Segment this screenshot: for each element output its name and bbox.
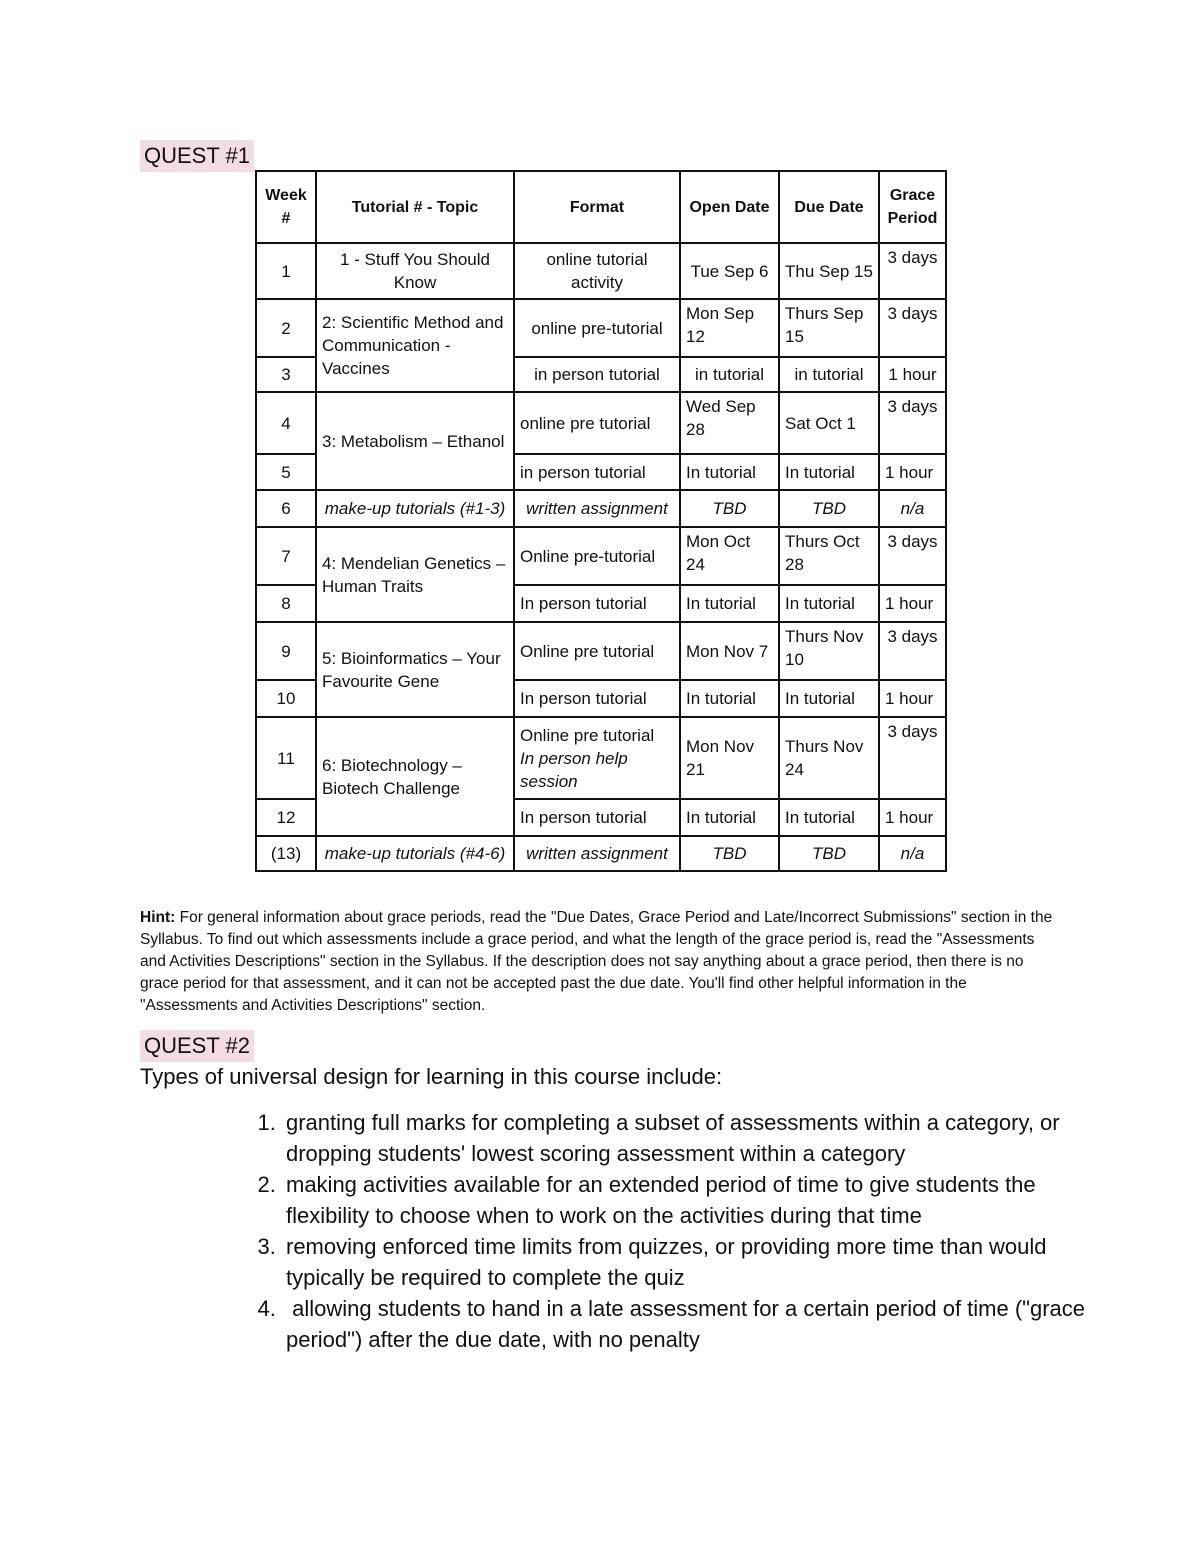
format-cell: Online pre-tutorial <box>514 527 680 585</box>
topic-cell: 1 - Stuff You Should Know <box>316 243 514 299</box>
week-cell: 3 <box>256 357 316 392</box>
due-date-cell: Thurs Sep 15 <box>779 299 879 357</box>
format-cell: In person tutorial <box>514 680 680 717</box>
format-line: Online pre tutorial <box>520 725 655 745</box>
due-date-cell: In tutorial <box>779 454 879 490</box>
format-cell: in person tutorial <box>514 454 680 490</box>
header-week: Week # <box>256 171 316 243</box>
grace-cell: 3 days <box>879 299 946 357</box>
open-date-cell: Mon Nov 7 <box>680 622 779 680</box>
header-open-date: Open Date <box>680 171 779 243</box>
due-date-cell: TBD <box>779 836 879 871</box>
header-grace-period: Grace Period <box>879 171 946 243</box>
open-date-cell: Wed Sep 28 <box>680 392 779 454</box>
quest2-intro: Types of universal design for learning in this course include: <box>140 1064 723 1089</box>
list-item: 1. granting full marks for completing a subset of assessments within a category, or dropping students' lowest scoring assessment within a category <box>282 1107 1112 1169</box>
list-item: 4. allowing students to hand in a late assessment for a certain period of time ("grace period") after the due date, with no penalty <box>282 1293 1112 1355</box>
week-cell: 1 <box>256 243 316 299</box>
open-date-cell: In tutorial <box>680 680 779 717</box>
tutorial-schedule-table <box>255 170 947 872</box>
format-cell <box>514 717 680 799</box>
hint-text: For general information about grace periods, read the "Due Dates, Grace Period and Late/Incorrect Submissions" section in the Syllabus. To find out which assessments include a grace period, and what the length of the grace period is, read the "Assessments and Activities Descriptions" section in the Syllabus. If the description does not say anything about a grace period, then there is no grace period for that assessment, and it can not be accepted past the due date. You'll find other helpful information in the "Assessments and Activities Descriptions" section. <box>140 909 1053 1014</box>
open-date-cell: Mon Sep 12 <box>680 299 779 357</box>
quest1-heading: QUEST #1 <box>140 140 254 172</box>
due-date-cell: In tutorial <box>779 585 879 622</box>
due-date-cell: in tutorial <box>779 357 879 392</box>
topic-cell: make-up tutorials (#4-6) <box>316 836 514 871</box>
due-date-cell: Thurs Nov 24 <box>779 717 879 799</box>
hint-label: Hint: <box>140 909 176 926</box>
open-date-cell: Mon Nov 21 <box>680 717 779 799</box>
format-cell: In person tutorial <box>514 585 680 622</box>
week-cell: 5 <box>256 454 316 490</box>
topic-cell: 5: Bioinformatics – Your Favourite Gene <box>316 622 514 717</box>
grace-cell: 3 days <box>879 392 946 454</box>
quest2-heading: QUEST #2 <box>140 1030 254 1062</box>
due-date-cell: Sat Oct 1 <box>779 392 879 454</box>
list-item: 2. making activities available for an extended period of time to give students the flexibility to choose when to work on the activities during that time <box>282 1169 1112 1231</box>
topic-cell: 2: Scientific Method and Communication - Vaccines <box>316 299 514 392</box>
due-date-cell: In tutorial <box>779 680 879 717</box>
topic-cell: 4: Mendelian Genetics – Human Traits <box>316 527 514 622</box>
table-row <box>256 622 946 680</box>
week-cell: 8 <box>256 585 316 622</box>
format-cell: In person tutorial <box>514 799 680 836</box>
format-line-extra: In person help session <box>520 748 628 791</box>
grace-cell: n/a <box>879 490 946 527</box>
grace-cell: 3 days <box>879 717 946 799</box>
open-date-cell: Mon Oct 24 <box>680 527 779 585</box>
format-cell: online pre tutorial <box>514 392 680 454</box>
table-row <box>256 243 946 299</box>
open-date-cell: In tutorial <box>680 585 779 622</box>
grace-cell: 1 hour <box>879 799 946 836</box>
week-cell: 10 <box>256 680 316 717</box>
due-date-cell: Thurs Oct 28 <box>779 527 879 585</box>
format-cell: written assignment <box>514 490 680 527</box>
udl-list <box>240 1107 1112 1355</box>
format-cell: online pre-tutorial <box>514 299 680 357</box>
open-date-cell: TBD <box>680 836 779 871</box>
hint-paragraph <box>140 907 1060 1017</box>
week-cell: 11 <box>256 717 316 799</box>
topic-cell: 6: Biotechnology – Biotech Challenge <box>316 717 514 836</box>
week-cell: 6 <box>256 490 316 527</box>
week-cell: 7 <box>256 527 316 585</box>
due-date-cell: Thu Sep 15 <box>779 243 879 299</box>
table-row <box>256 490 946 527</box>
grace-cell: 3 days <box>879 527 946 585</box>
format-cell: Online pre tutorial <box>514 622 680 680</box>
grace-cell: 3 days <box>879 243 946 299</box>
week-cell: (13) <box>256 836 316 871</box>
format-cell: in person tutorial <box>514 357 680 392</box>
due-date-cell: TBD <box>779 490 879 527</box>
format-cell: online tutorial activity <box>514 243 680 299</box>
open-date-cell: Tue Sep 6 <box>680 243 779 299</box>
table-row <box>256 717 946 799</box>
topic-cell: make-up tutorials (#1-3) <box>316 490 514 527</box>
grace-cell: 1 hour <box>879 454 946 490</box>
header-format: Format <box>514 171 680 243</box>
due-date-cell: In tutorial <box>779 799 879 836</box>
header-topic: Tutorial # - Topic <box>316 171 514 243</box>
open-date-cell: In tutorial <box>680 799 779 836</box>
open-date-cell: in tutorial <box>680 357 779 392</box>
grace-cell: n/a <box>879 836 946 871</box>
topic-cell: 3: Metabolism – Ethanol <box>316 392 514 490</box>
week-cell: 9 <box>256 622 316 680</box>
format-cell: written assignment <box>514 836 680 871</box>
table-header-row <box>256 171 946 243</box>
open-date-cell: TBD <box>680 490 779 527</box>
header-due-date: Due Date <box>779 171 879 243</box>
week-cell: 12 <box>256 799 316 836</box>
grace-cell: 1 hour <box>879 357 946 392</box>
table-row <box>256 527 946 585</box>
table-row <box>256 299 946 357</box>
due-date-cell: Thurs Nov 10 <box>779 622 879 680</box>
grace-cell: 3 days <box>879 622 946 680</box>
table-row <box>256 392 946 454</box>
grace-cell: 1 hour <box>879 585 946 622</box>
week-cell: 4 <box>256 392 316 454</box>
open-date-cell: In tutorial <box>680 454 779 490</box>
grace-cell: 1 hour <box>879 680 946 717</box>
table-row <box>256 836 946 871</box>
list-item: 3. removing enforced time limits from quizzes, or providing more time than would typically be required to complete the quiz <box>282 1231 1112 1293</box>
week-cell: 2 <box>256 299 316 357</box>
